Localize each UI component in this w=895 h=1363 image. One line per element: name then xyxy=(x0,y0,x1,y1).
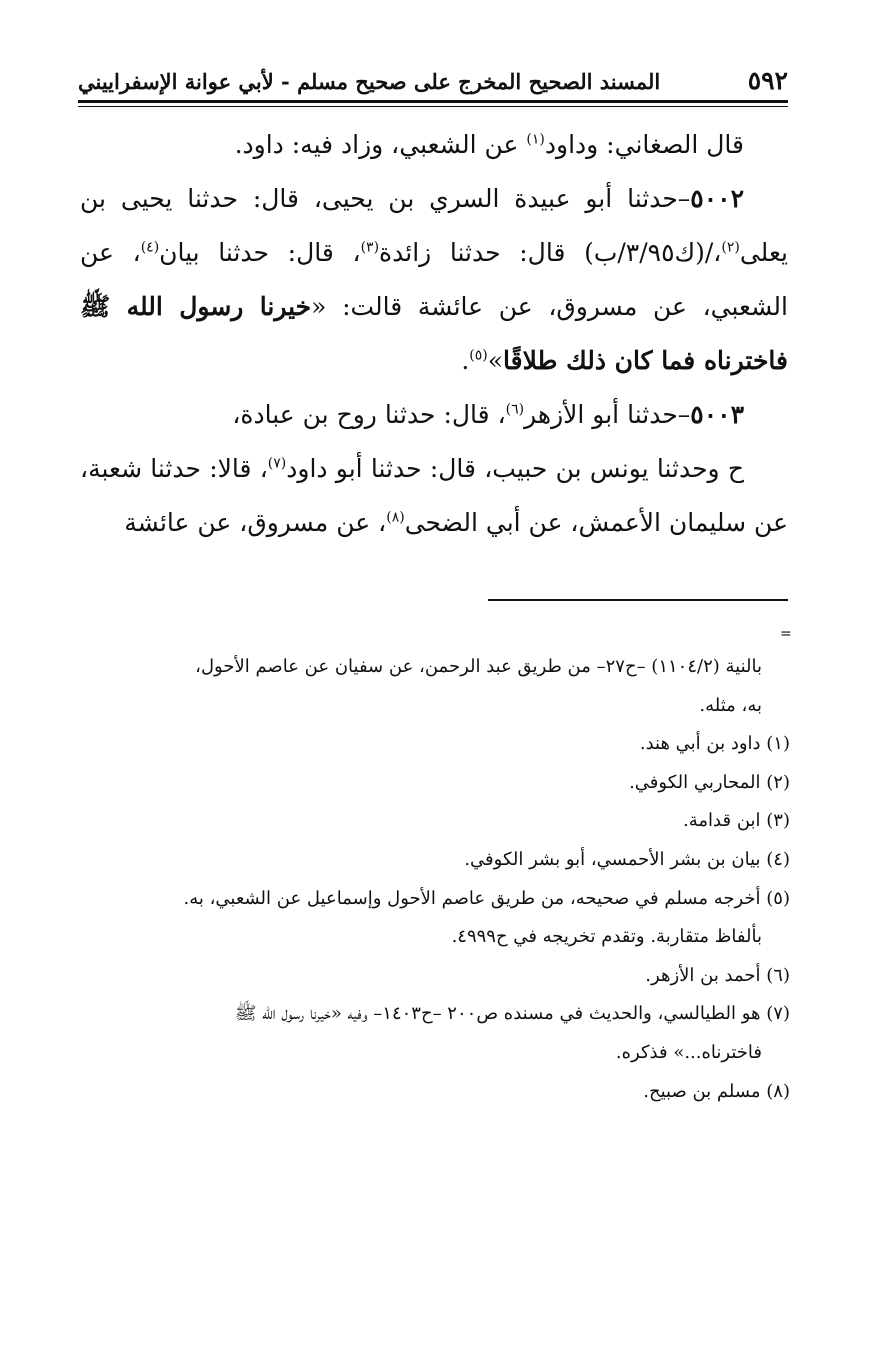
text-run: . xyxy=(461,346,470,375)
text-run: عن الشعبي، وزاد فيه: داود. xyxy=(234,130,527,159)
text-run: –حدثنا أبو عبيدة السري بن يحيى، قال: حدثنا يحيى بن يعلى xyxy=(80,184,788,267)
text-run: ، قال: حدثنا بيان xyxy=(159,238,361,267)
footnote-ref-6: (٦) xyxy=(505,401,525,418)
text-run: ، قالا: حدثنا شعبة، عن سليمان الأعمش، عن أبي الضحى xyxy=(80,454,788,537)
footnote-5: (٥) أخرجه مسلم في صحيحه، من طريق عاصم الأحول وإسماعيل عن الشعبي، به. xyxy=(183,887,790,909)
header-rule-thick xyxy=(78,100,788,103)
paragraph-1 xyxy=(80,118,788,172)
footnote-7-continued: فاخترناه...» فذكره. xyxy=(615,1041,762,1063)
continuation-marker: = xyxy=(780,626,792,642)
text-run: قال الصغاني: وداود xyxy=(544,130,744,159)
footnote-separator xyxy=(488,599,788,601)
hadith-matn: خيرنا رسول الله ﷺ فاخترناه فما كان ذلك طلاقًا xyxy=(80,292,788,375)
footnote-2: (٢) المحاربي الكوفي. xyxy=(629,771,790,793)
text-run: –حدثنا أبو الأزهر xyxy=(524,400,691,429)
text-run: ، عن مسروق، عن عائشة xyxy=(124,508,387,537)
page-number: ٥٩٢ xyxy=(747,66,788,95)
footnote-6: (٦) أحمد بن الأزهر. xyxy=(645,964,790,986)
text-run: ، قال: حدثنا روح بن عبادة، xyxy=(232,400,506,429)
footnote-4: (٤) بيان بن بشر الأحمسي، أبو بشر الكوفي. xyxy=(464,848,790,870)
text-run: ح وحدثنا يونس بن حبيب، قال: حدثنا أبو داود xyxy=(286,454,744,483)
text-run: » xyxy=(487,346,504,375)
hadith-number: ٥٠٠٢ xyxy=(690,184,744,213)
footnote-1: (١) داود بن أبي هند. xyxy=(639,733,790,755)
running-header xyxy=(78,66,788,95)
footnote-ref-1: (١) xyxy=(526,131,545,148)
footnote-continued: به، مثله. xyxy=(699,694,762,716)
footnote-3: (٣) ابن قدامة. xyxy=(683,810,790,832)
footnote-8: (٨) مسلم بن صبيح. xyxy=(643,1080,790,1102)
main-text xyxy=(80,118,788,550)
footnote-ref-3: (٣) xyxy=(360,239,380,256)
footnote-ref-5: (٥) xyxy=(469,347,488,364)
text-run: ، عن الشعبي، عن مسروق، عن عائشة قالت: « xyxy=(80,238,788,321)
footnote-ref-4: (٤) xyxy=(140,239,160,256)
footnotes xyxy=(80,648,790,1111)
footnote-ref-8: (٨) xyxy=(386,509,405,526)
paragraph-4 xyxy=(80,442,788,550)
footnote-continued: بالنية (١١٠٤/٢) –ح٢٧– من طريق عبد الرحمن، عن سفيان عن عاصم الأحول، xyxy=(195,656,762,677)
hadith-5002 xyxy=(80,172,788,388)
footnote-ref-2: (٢) xyxy=(721,239,740,256)
header-rule-thin xyxy=(78,106,788,107)
footnote-5-continued: بألفاظ متقاربة. وتقدم تخريجه في ح٤٩٩٩. xyxy=(451,926,762,948)
hadith-5003 xyxy=(80,388,788,442)
text-run: ،/(ك٣/٩٥/ب) قال: حدثنا زائدة xyxy=(379,238,722,267)
hadith-number: ٥٠٠٣ xyxy=(690,400,744,429)
footnote-ref-7: (٧) xyxy=(267,455,287,472)
footnote-7: (٧) هو الطيالسي، والحديث في مسنده ص٢٠٠ –ح١٤٠٣– وفيه «خيرنا رسول الله ﷺ xyxy=(234,1003,790,1025)
book-title: المسند الصحيح المخرج على صحيح مسلم - لأبي عوانة الإسفراييني xyxy=(78,69,661,94)
